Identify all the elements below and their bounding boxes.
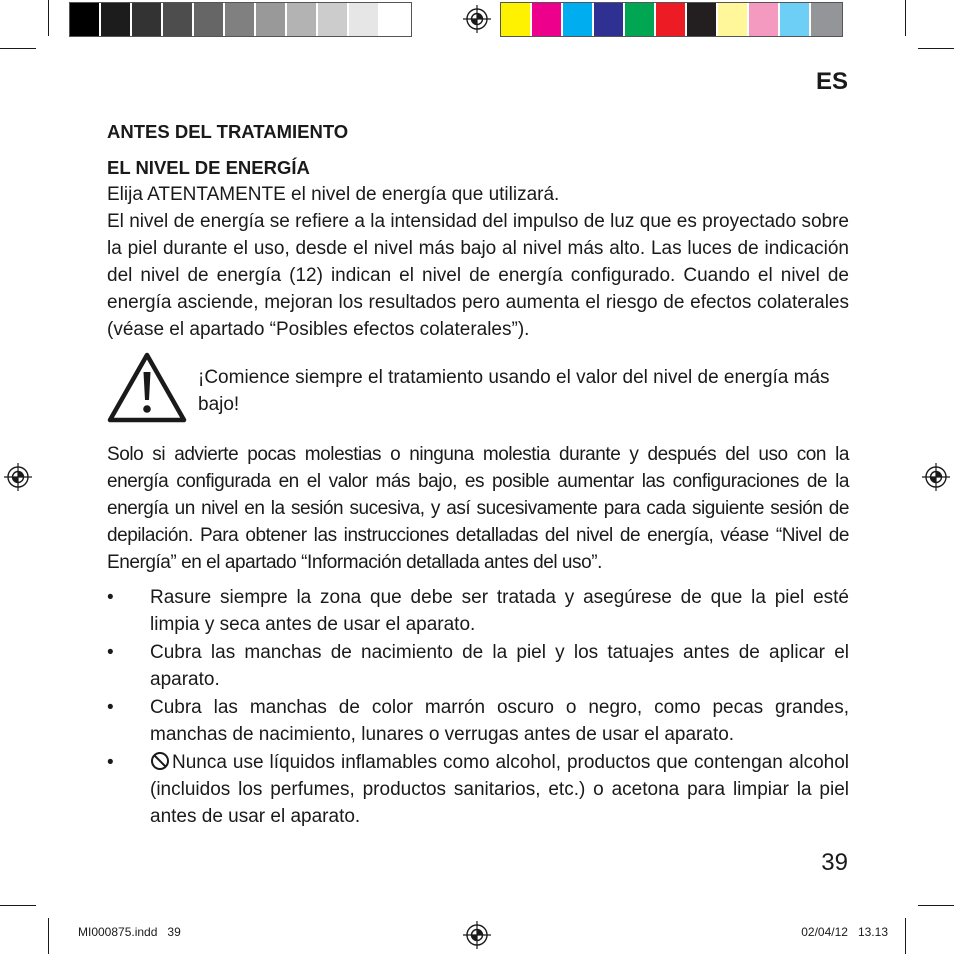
bullet-icon: • bbox=[107, 697, 114, 718]
color-swatch bbox=[594, 3, 625, 36]
color-swatch bbox=[194, 3, 225, 36]
color-swatch bbox=[256, 3, 287, 36]
list-item-text: Nunca use líquidos inflamables como alcohol, productos que contengan alcohol (incluidos los perfumes, productos sanitarios, etc.) o acetona para limpiar la piel antes de usar el aparato. bbox=[150, 752, 849, 827]
page-content bbox=[107, 118, 849, 831]
warning-triangle-icon bbox=[107, 352, 187, 424]
crop-mark bbox=[905, 918, 906, 954]
registration-mark-icon bbox=[463, 921, 491, 949]
warning-text: ¡Comience siempre el tratamiento usando el valor del nivel de energía más bajo! bbox=[198, 367, 830, 415]
registration-mark-icon bbox=[4, 463, 32, 491]
color-swatch bbox=[656, 3, 687, 36]
registration-mark-icon bbox=[922, 463, 950, 491]
bullet-icon: • bbox=[107, 752, 114, 773]
color-swatch bbox=[532, 3, 563, 36]
crop-mark bbox=[905, 0, 906, 36]
color-swatch bbox=[380, 3, 411, 36]
color-swatch bbox=[70, 3, 101, 36]
list-item bbox=[107, 639, 849, 693]
list-item bbox=[107, 694, 849, 748]
slug-file-info: MI000875.indd 39 bbox=[78, 925, 181, 939]
color-swatch bbox=[501, 3, 532, 36]
precaution-list bbox=[107, 584, 849, 830]
crop-mark bbox=[918, 905, 954, 906]
list-item-text: Rasure siempre la zona que debe ser tratada y asegúrese de que la piel esté limpia y seca antes de usar el aparato. bbox=[150, 587, 849, 635]
list-item bbox=[107, 584, 849, 638]
color-swatch bbox=[287, 3, 318, 36]
crop-mark bbox=[0, 905, 36, 906]
section-subtitle: EL NIVEL DE ENERGÍA bbox=[107, 157, 310, 178]
paragraph-increase-energy: Solo si advierte pocas molestias o ninguna molestia durante y después del uso con la energía configurada en el valor más bajo, es posible aumentar las configuraciones de la energía un nivel en la sesión sucesiva, y así sucesivamente para cada siguiente sesión de depilación. Para obtener las instrucciones detalladas del nivel de energía, véase “Nivel de Energía” en el apartado “Información detallada antes del uso”. bbox=[107, 444, 849, 573]
color-swatch bbox=[163, 3, 194, 36]
bullet-icon: • bbox=[107, 587, 114, 608]
list-item bbox=[107, 749, 849, 830]
crop-mark bbox=[48, 918, 49, 954]
color-swatch bbox=[625, 3, 656, 36]
registration-mark-icon bbox=[463, 5, 491, 33]
color-swatch bbox=[780, 3, 811, 36]
color-swatch bbox=[225, 3, 256, 36]
crop-mark bbox=[918, 48, 954, 49]
prohibited-icon bbox=[150, 751, 170, 771]
crop-mark bbox=[0, 48, 36, 49]
color-swatch bbox=[101, 3, 132, 36]
paragraph-energy-description: El nivel de energía se refiere a la intensidad del impulso de luz que es proyectado sobre la piel durante el uso, desde el nivel más bajo al nivel más alto. Las luces de indicación del nivel de energía (12) indican el nivel de energía configurado. Cuando el nivel de energía asciende, mejoran los resultados pero aumenta el riesgo de efectos colaterales (véase el apartado “Posibles efectos colaterales”). bbox=[107, 211, 849, 340]
color-swatch bbox=[749, 3, 780, 36]
color-swatch bbox=[811, 3, 842, 36]
warning-box bbox=[107, 357, 849, 424]
color-swatch bbox=[563, 3, 594, 36]
crop-mark bbox=[48, 0, 49, 36]
grayscale-color-bar bbox=[69, 2, 412, 37]
color-swatch bbox=[349, 3, 380, 36]
slug-date-info: 02/04/12 13.13 bbox=[801, 925, 888, 939]
list-item-text: Cubra las manchas de color marrón oscuro o negro, como pecas grandes, manchas de nacimiento, lunares o verrugas antes de usar el aparato. bbox=[150, 697, 849, 745]
section-title: ANTES DEL TRATAMIENTO bbox=[107, 121, 349, 142]
list-item-text: Cubra las manchas de nacimiento de la piel y los tatuajes antes de aplicar el aparato. bbox=[150, 642, 849, 690]
language-code: ES bbox=[815, 68, 848, 95]
color-swatch bbox=[318, 3, 349, 36]
process-color-bar bbox=[500, 2, 843, 37]
page-number: 39 bbox=[821, 849, 848, 876]
color-swatch bbox=[132, 3, 163, 36]
color-swatch bbox=[718, 3, 749, 36]
bullet-icon: • bbox=[107, 642, 114, 663]
color-swatch bbox=[687, 3, 718, 36]
intro-line: Elija ATENTAMENTE el nivel de energía que utilizará. bbox=[107, 184, 560, 205]
